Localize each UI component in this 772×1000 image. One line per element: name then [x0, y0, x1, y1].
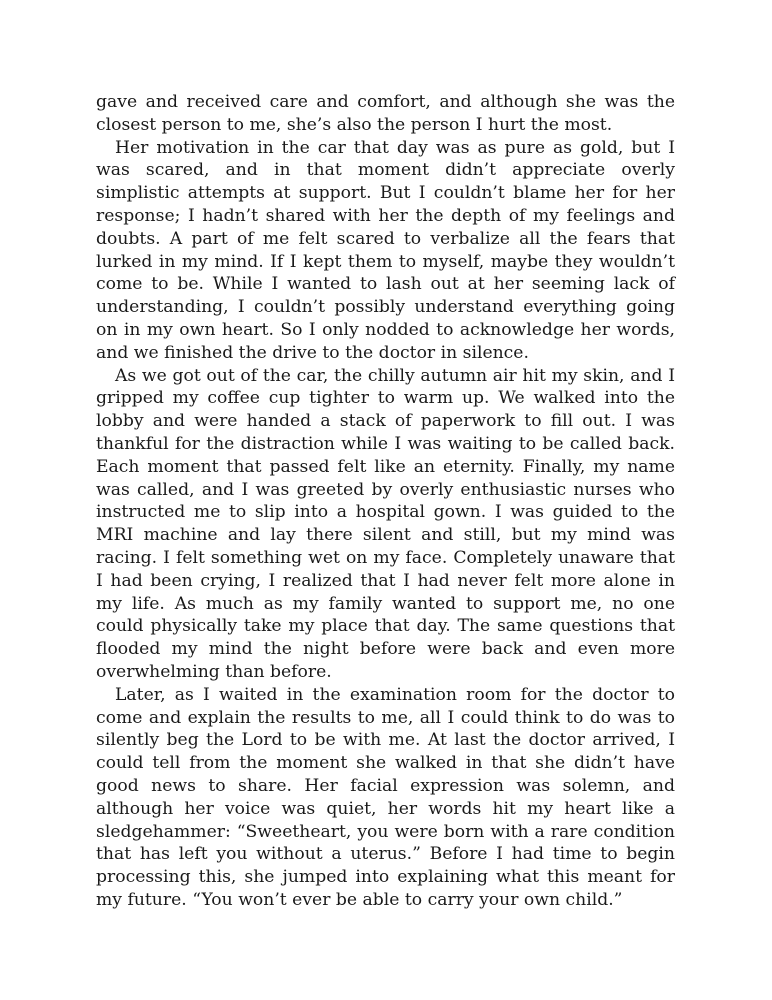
- page-body: [96, 91, 675, 912]
- paragraph-doctor-visit: As we got out of the car, the chilly autumn air hit my skin, and I gripped my coffee cup tighter to warm up. We walked into the lobby and were handed a stack of paperwork to fill out. I was thankful for the distraction while I was waiting to be called back. Each moment that passed felt like an eternity. Finally, my name was called, and I was greeted by overly enthusiastic nurses who instructed me to slip into a hospital gown. I was guided to the MRI machine and lay there silent and still, but my mind was racing. I felt something wet on my face. Completely unaware that I had been crying, I realized that I had never felt more alone in my life. As much as my family wanted to support me, no one could physically take my place that day. The same questions that flooded my mind the night before were back and even more overwhelming than before.: [96, 365, 675, 682]
- paragraph-continued: gave and received care and comfort, and although she was the closest person to me, she’s also the person I hurt the most.: [96, 92, 675, 135]
- paragraph-diagnosis: Later, as I waited in the examination room for the doctor to come and explain the results to me, all I could think to do was to silently beg the Lord to be with me. At last the doctor arrived, I could tell from the moment she walked in that she didn’t have good news to share. Her facial expression was solemn, and although her voice was quiet, her words hit my heart like a sledgehammer: “Sweetheart, you were born with a rare condition that has left you without a uterus.” Before I had time to begin processing this, she jumped into explaining what this meant for my future. “You won’t ever be able to carry your own child.”: [96, 684, 675, 910]
- paragraph-motivation: Her motivation in the car that day was as pure as gold, but I was scared, and in that moment didn’t appreciate overly simplistic attempts at support. But I couldn’t blame her for her response; I hadn’t shared with her the depth of my feelings and doubts. A part of me felt scared to verbalize all the fears that lurked in my mind. If I kept them to myself, maybe they wouldn’t come to be. While I wanted to lash out at her seeming lack of understanding, I couldn’t possibly understand everything going on in my own heart. So I only nodded to acknowledge her words, and we finished the drive to the doctor in silence.: [96, 137, 675, 363]
